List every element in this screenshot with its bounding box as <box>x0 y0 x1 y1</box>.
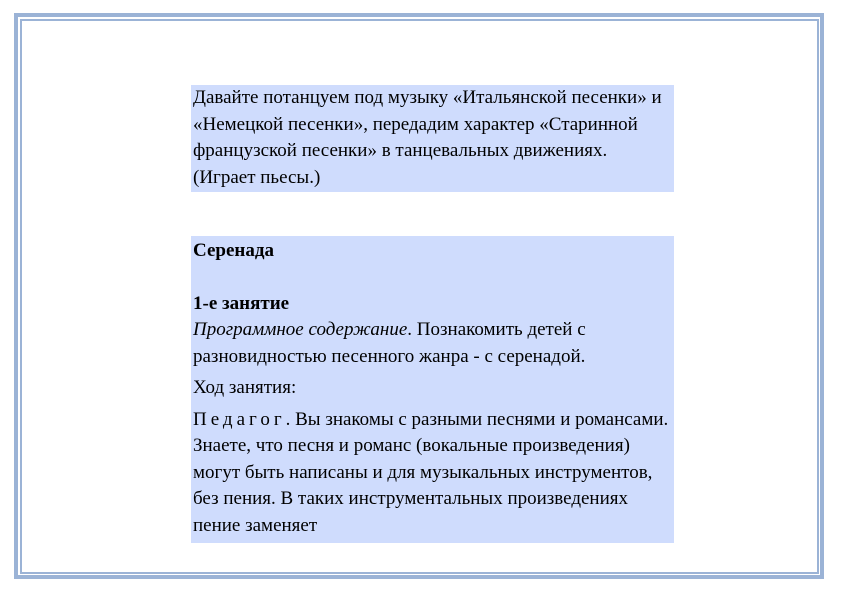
intro-paragraph: Давайте потанцуем под музыку «Итальянской песенки» и «Немецкой песенки», передадим характер «Старинной французской песенки» в танцевальных движениях. (Играет пьесы.) <box>193 87 662 188</box>
program-paragraph <box>193 317 674 370</box>
program-label: Программное содержание <box>193 319 408 340</box>
serenade-title: Серенада <box>193 240 274 261</box>
teacher-label: Педагог <box>193 408 286 430</box>
teacher-paragraph <box>193 407 674 540</box>
intro-text-block <box>191 85 674 192</box>
lesson-progress-label: Ход занятия: <box>193 377 297 398</box>
serenade-text-block <box>191 236 674 543</box>
program-text: . Познакомить детей с разновидностью песенного жанра - с серенадой. <box>193 319 586 367</box>
lesson-title: 1-е занятие <box>193 292 290 314</box>
teacher-speech: . Вы знакомы с разными песнями и романсами. Знаете, что песня и романс (вокальные произведения) могут быть написаны и для музыкальных инструментов, без пения. В таких инструментальных произведениях пение заменяет <box>193 408 669 536</box>
